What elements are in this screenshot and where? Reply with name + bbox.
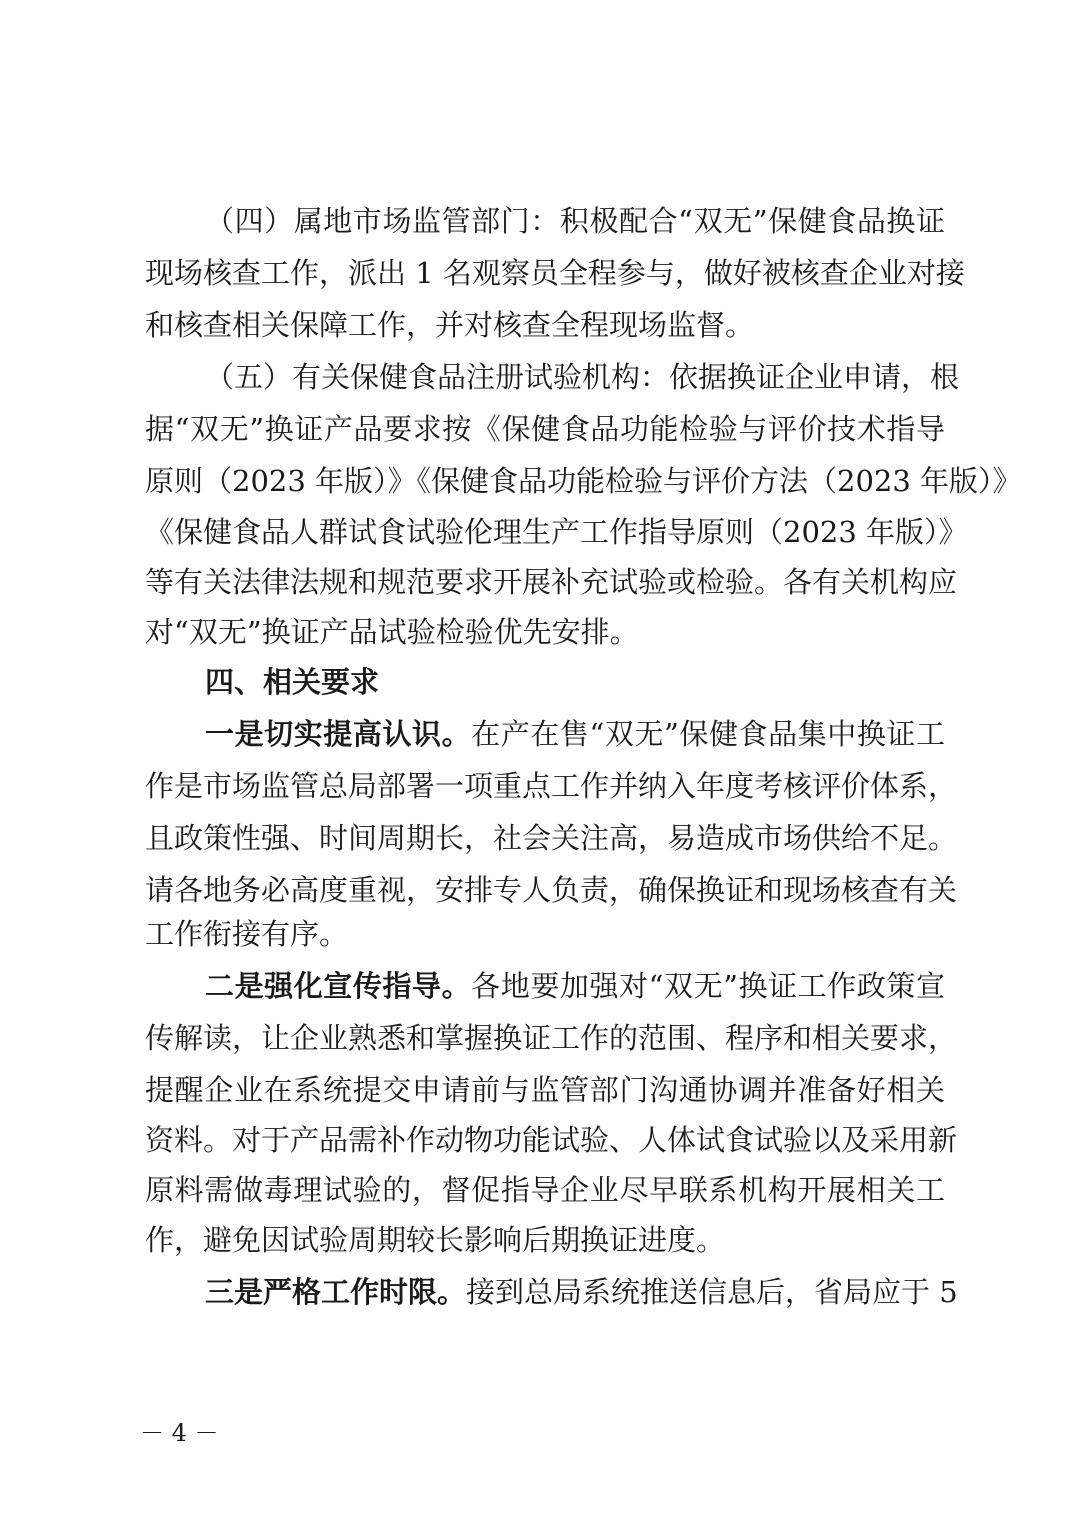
section-5-line-5: 等有关法律法规和规范要求开展补充试验或检验。各有关机构应 (145, 565, 958, 599)
requirement-2-line-3: 提醒企业在系统提交申请前与监管部门沟通协调并准备好相关 (145, 1073, 945, 1107)
section-5-line-6: 对“双无”换证产品试验检验优先安排。 (145, 615, 639, 649)
section-4-line-3: 和核查相关保障工作，并对核查全程现场监督。 (145, 308, 755, 342)
requirement-1-line-2: 作是市场监管总局部署一项重点工作并纳入年度考核评价体系， (145, 769, 958, 803)
requirement-2-line-4: 资料。对于产品需补作动物功能试验、人体试食试验以及采用新 (145, 1123, 958, 1157)
section-5-text: 依据换证企业申请，根 (669, 360, 960, 394)
page-number: － 4 － (140, 1419, 219, 1447)
section-4-line-1 (205, 201, 945, 241)
requirement-3-text: 接到总局系统推送信息后，省局应于 5 (466, 1275, 958, 1309)
requirement-2-label: 二是强化宣传指导。 (205, 969, 472, 1003)
section-4-text: 积极配合“双无”保健食品换证 (559, 204, 945, 238)
requirement-3-label: 三是严格工作时限。 (205, 1275, 467, 1309)
requirement-1-line-1 (205, 714, 945, 754)
section-heading-requirements: 四、相关要求 (205, 665, 380, 699)
section-5-label: （五）有关保健食品注册试验机构： (205, 360, 670, 394)
requirement-3-line-1 (205, 1272, 958, 1312)
requirement-2-line-2: 传解读，让企业熟悉和掌握换证工作的范围、程序和相关要求， (145, 1021, 958, 1055)
requirement-1-line-5: 工作衔接有序。 (145, 917, 349, 951)
requirement-2-line-1 (205, 966, 945, 1006)
requirement-2-line-5: 原料需做毒理试验的，督促指导企业尽早联系机构开展相关工 (145, 1173, 945, 1207)
requirement-2-text: 各地要加强对“双无”换证工作政策宣 (471, 969, 945, 1003)
requirement-1-label: 一是切实提高认识。 (205, 717, 472, 751)
section-5-line-3: 原则（2023 年版）》《保健食品功能检验与评价方法（2023 年版）》 (145, 464, 1022, 498)
requirement-2-line-6: 作，避免因试验周期较长影响后期换证进度。 (145, 1223, 726, 1257)
section-4-line-2: 现场核查工作，派出 1 名观察员全程参与，做好被核查企业对接 (145, 256, 965, 290)
section-5-line-4: 《保健食品人群试食试验伦理生产工作指导原则（2023 年版）》 (145, 515, 968, 549)
requirement-1-text: 在产在售“双无”保健食品集中换证工 (471, 717, 945, 751)
requirement-1-line-3: 且政策性强、时间周期长，社会关注高，易造成市场供给不足。 (145, 821, 958, 855)
requirement-1-line-4: 请各地务必高度重视，安排专人负责，确保换证和现场核查有关 (145, 873, 958, 907)
section-4-label: （四）属地市场监管部门： (205, 204, 560, 238)
section-5-line-2: 据“双无”换证产品要求按《保健食品功能检验与评价技术指导 (145, 412, 945, 446)
section-5-line-1 (205, 357, 960, 397)
